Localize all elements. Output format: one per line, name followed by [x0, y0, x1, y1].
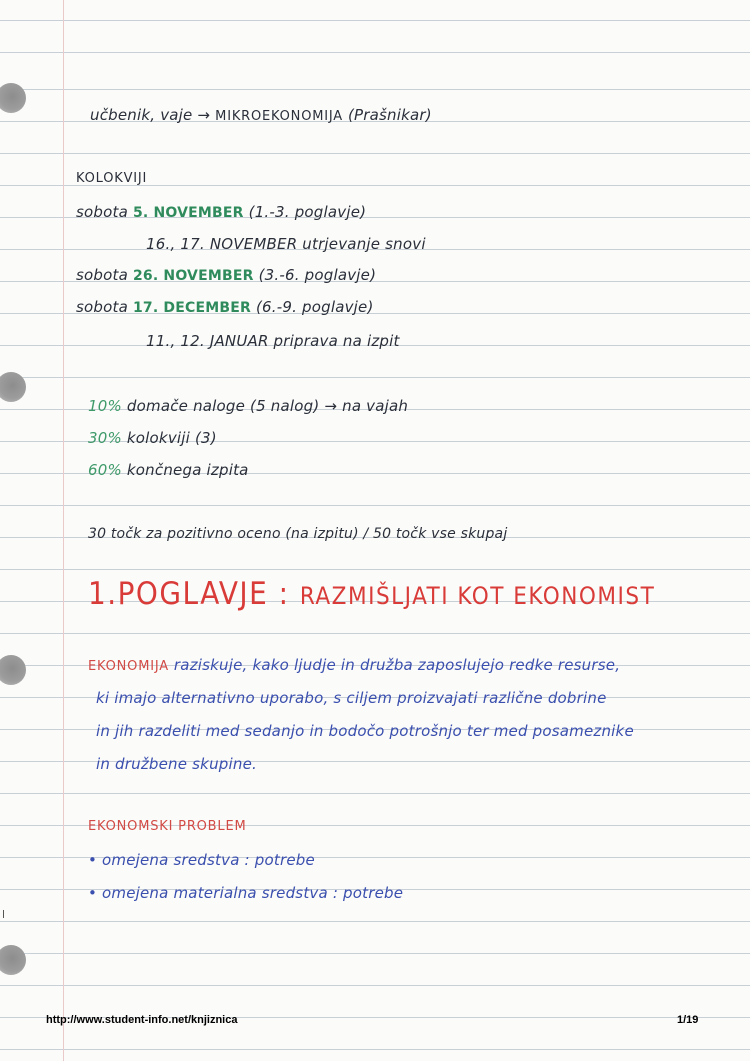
- punch-hole: [0, 945, 26, 975]
- textbook-label: učbenik, vaje →: [90, 106, 216, 124]
- definition-line-1: [88, 656, 620, 674]
- kolokvij-chapters: (6.-9. poglavje): [250, 298, 374, 316]
- problem-heading: EKONOMSKI PROBLEM: [88, 819, 247, 834]
- definition-line-2: ki imajo alternativno uporabo, s ciljem proizvajati različne dobrine: [96, 689, 607, 707]
- grade-kolokviji: [88, 429, 217, 447]
- grade-text: končnega izpita: [121, 461, 249, 479]
- punch-hole: [0, 372, 26, 402]
- punch-hole: [0, 83, 26, 113]
- kolokvij-chapters: (1.-3. poglavje): [243, 203, 367, 221]
- kolokvij-date: 17. DECEMBER: [132, 300, 251, 316]
- chapter-title: [88, 576, 655, 612]
- kolokvij-day: sobota: [76, 266, 133, 284]
- textbook-line: [90, 106, 432, 124]
- kolokviji-heading: KOLOKVIJI: [76, 171, 148, 186]
- kolokvij-3: [76, 298, 374, 316]
- punch-hole: [0, 655, 26, 685]
- textbook-title: MIKROEKONOMIJA: [215, 109, 343, 124]
- footer-url: http://www.student-info.net/knjiznica: [46, 1014, 238, 1026]
- chapter-word: POGLAVJE: [117, 576, 269, 612]
- chapter-number: 1.: [88, 576, 118, 612]
- points-line: 30 točk za pozitivno oceno (na izpitu) / 50 točk vse skupaj: [88, 526, 508, 542]
- definition-term: EKONOMIJA: [88, 659, 169, 674]
- grade-final-exam: [88, 461, 249, 479]
- kolokvij-date: 26. NOVEMBER: [132, 268, 254, 284]
- grade-percent: 30%: [88, 429, 122, 447]
- kolokvij-2: [76, 266, 376, 284]
- grade-percent: 10%: [88, 397, 122, 415]
- definition-line-4: in družbene skupine.: [96, 755, 257, 773]
- grade-percent: 60%: [88, 461, 122, 479]
- grade-text: kolokviji (3): [121, 429, 217, 447]
- definition-line-3: in jih razdeliti med sedanjo in bodočo potrošnjo ter med posameznike: [96, 722, 634, 740]
- footer-page-number: 1/19: [677, 1014, 699, 1026]
- scan-mark: [3, 910, 4, 918]
- kolokvij-day: sobota: [76, 203, 133, 221]
- kolokvij-1-note: 16., 17. NOVEMBER utrjevanje snovi: [146, 235, 426, 253]
- kolokvij-1: [76, 203, 366, 221]
- grade-homework: [88, 397, 408, 415]
- textbook-author: (Prašnikar): [342, 106, 432, 124]
- kolokvij-day: sobota: [76, 298, 133, 316]
- kolokvij-chapters: (3.-6. poglavje): [253, 266, 377, 284]
- definition-text: raziskuje, kako ljudje in družba zaposlujejo redke resurse,: [168, 656, 621, 674]
- kolokvij-3-note: 11., 12. JANUAR priprava na izpit: [146, 332, 400, 350]
- grade-text: domače naloge (5 nalog) → na vajah: [121, 397, 409, 415]
- problem-bullet: • omejena sredstva : potrebe: [88, 851, 315, 869]
- margin-line: [63, 0, 64, 1061]
- chapter-separator: :: [268, 576, 300, 612]
- problem-bullet: • omejena materialna sredstva : potrebe: [88, 884, 404, 902]
- kolokvij-date: 5. NOVEMBER: [132, 205, 244, 221]
- chapter-name: RAZMIŠLJATI KOT EKONOMIST: [299, 582, 656, 610]
